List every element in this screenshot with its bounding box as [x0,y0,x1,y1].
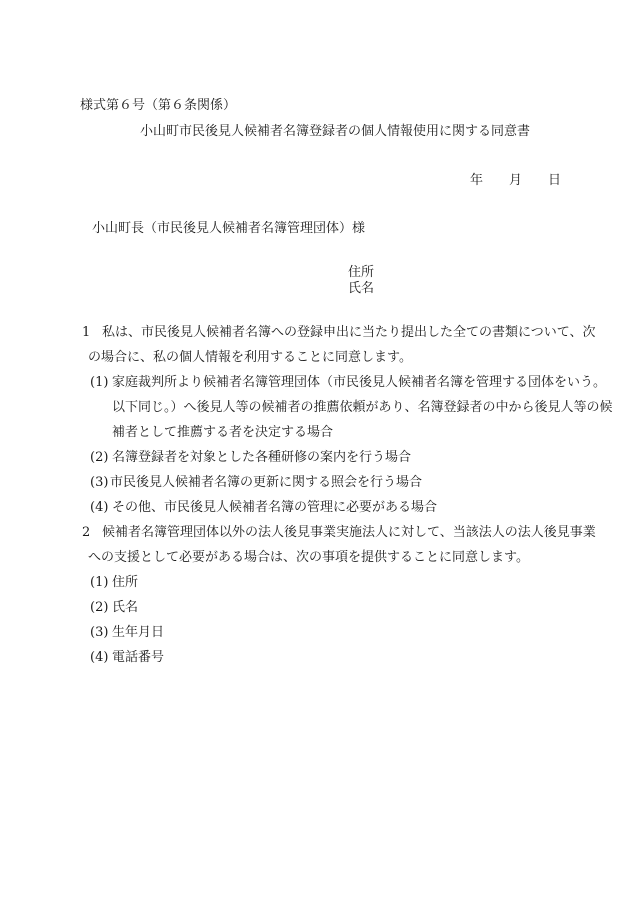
date-day-label: 日 [548,173,562,188]
item-number: (3) [90,625,109,640]
item-text-line: 家庭裁判所より候補者名簿管理団体（市民後見人候補者名簿を管理する団体をいう。 [112,375,607,390]
addressee: 小山町長（市民後見人候補者名簿管理団体）様 [92,221,366,236]
item-number: (4) [90,650,109,665]
item-number: (4) [90,500,109,515]
clause-number: 2 [82,525,91,540]
item-text-line: 電話番号 [112,650,165,665]
date-month-label: 月 [509,173,523,188]
item-text-line: 市民後見人候補者名簿の更新に関する照会を行う場合 [110,475,423,490]
clause-text-line: 候補者名簿管理団体以外の法人後見事業実施法人に対して、当該法人の法人後見事業 [102,525,596,540]
name-label: 氏名 [348,281,375,296]
item-text-line: その他、市民後見人候補者名簿の管理に必要がある場合 [112,500,438,515]
item-number: (3) [90,475,109,490]
item-number: (1) [90,375,109,390]
item-number: (2) [90,450,109,465]
item-text-line: 補者として推薦する者を決定する場合 [112,425,334,440]
item-text-line: 住所 [112,575,139,590]
item-text-line: 以下同じ。）へ後見人等の候補者の推薦依頼があり、名簿登録者の中から後見人等の候 [112,400,613,415]
clause-text-line: 私は、市民後見人候補者名簿への登録申出に当たり提出した全ての書類について、次 [102,325,596,340]
item-text-line: 生年月日 [112,625,165,640]
item-text-line: 名簿登録者を対象とした各種研修の案内を行う場合 [112,450,412,465]
address-label: 住所 [348,265,375,280]
form-number: 様式第６号（第６条関係） [80,98,237,113]
item-text-line: 氏名 [112,600,139,615]
item-number: (1) [90,575,109,590]
date-year-label: 年 [470,173,484,188]
item-number: (2) [90,600,109,615]
document-title: 小山町市民後見人候補者名簿登録者の個人情報使用に関する同意書 [140,124,531,139]
clause-text-line: の場合に、私の個人情報を利用することに同意します。 [88,350,412,365]
clause-number: 1 [82,325,91,340]
date-line [470,173,561,189]
clause-text-line: への支援として必要がある場合は、次の事項を提供することに同意します。 [88,550,529,565]
